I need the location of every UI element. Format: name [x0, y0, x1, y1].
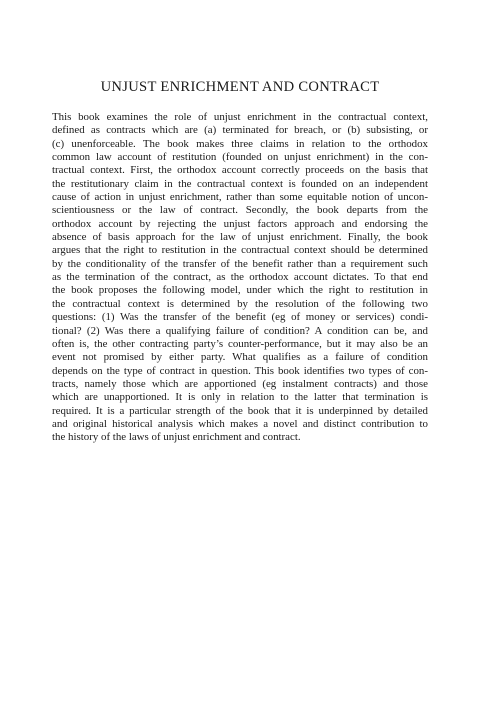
- paragraph-line: This book examines the role of unjust enrichment in the contractual context,: [52, 111, 428, 123]
- paragraph-line: which are unapportioned. It is only in relation to the latter that termination is: [52, 391, 428, 404]
- paragraph-line: questions: (1) Was the transfer of the benefit (eg of money or services) condi-: [52, 311, 428, 324]
- paragraph-line: depends on the type of contract in question. This book identifies two types of con-: [52, 364, 428, 377]
- paragraph-line: argues that the right to restitution in the contractual context should be determined: [52, 244, 428, 257]
- paragraph-line: required. It is a particular strength of the book that it is underpinned by detailed: [52, 404, 428, 417]
- paragraph-line: as the termination of the contract, as the orthodox account dictates. To that end: [52, 271, 428, 284]
- paragraph-line: cause of action in unjust enrichment, rather than some equitable notion of uncon-: [52, 191, 428, 204]
- abstract-paragraph: [52, 111, 428, 445]
- paragraph-line: orthodox account by rejecting the unjust factors approach and endorsing the: [52, 217, 428, 230]
- paragraph-line: often is, the other contracting party’s counter-performance, but it may also be an: [52, 337, 428, 350]
- paragraph-line: (c) unenforceable. The book makes three claims in relation to the orthodox: [52, 137, 428, 150]
- paragraph-line: the history of the laws of unjust enrichment and contract.: [52, 431, 301, 444]
- paragraph-line: event not promised by either party. What qualifies as a failure of condition: [52, 351, 428, 364]
- paragraph-line: the contractual context is determined by the resolution of the following two: [52, 297, 428, 310]
- paragraph-line: tional? (2) Was there a qualifying failure of condition? A condition can be, and: [52, 324, 428, 337]
- book-title: UNJUST ENRICHMENT AND CONTRACT: [100, 79, 380, 95]
- paragraph-line: and original historical analysis which makes a novel and distinct contribution to: [52, 417, 428, 430]
- paragraph-line: the book proposes the following model, under which the right to restitution in: [52, 284, 428, 297]
- paragraph-line: tractual context. First, the orthodox account correctly proceeds on the basis that: [52, 164, 428, 177]
- paragraph-line: defined as contracts which are (a) terminated for breach, or (b) subsisting, or: [52, 124, 428, 137]
- paragraph-line: the restitutionary claim in the contractual context is founded on an independent: [52, 177, 428, 190]
- paragraph-line: tracts, namely those which are apportioned (eg instalment contracts) and those: [52, 377, 428, 390]
- paragraph-line: scientiousness or the law of contract. Secondly, the book departs from the: [52, 204, 428, 217]
- paragraph-line: by the conditionality of the transfer of the benefit rather than a requirement such: [52, 257, 428, 270]
- paragraph-line: common law account of restitution (founded on unjust enrichment) in the con-: [52, 151, 428, 164]
- paragraph-line: absence of basis approach for the law of unjust enrichment. Finally, the book: [52, 231, 428, 244]
